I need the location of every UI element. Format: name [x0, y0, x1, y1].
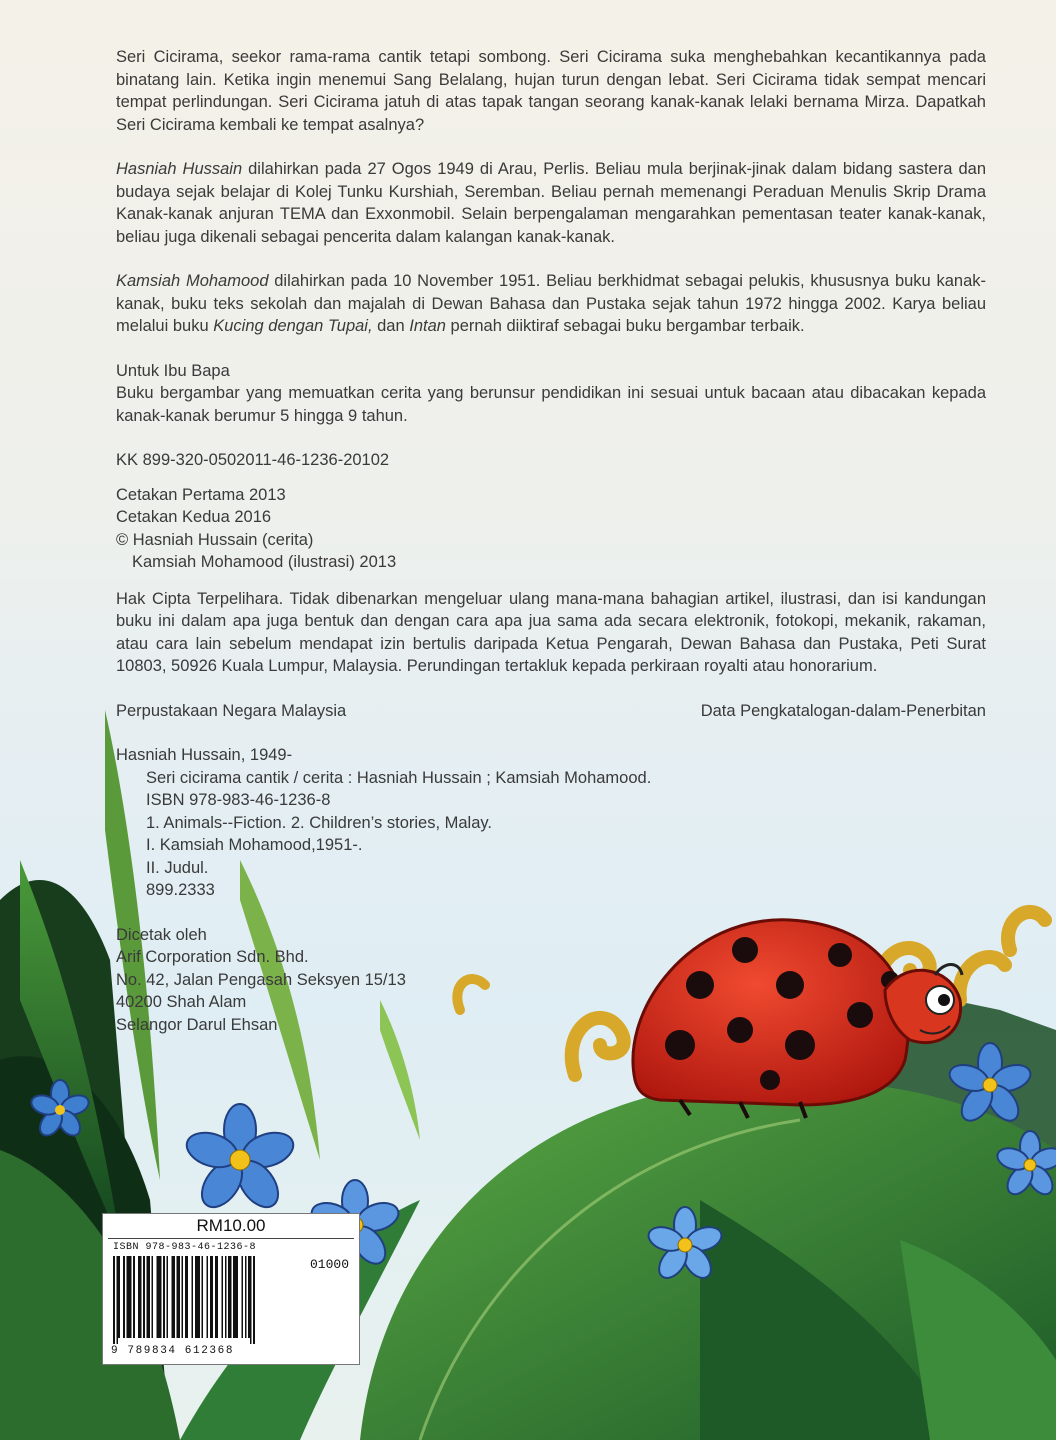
synopsis: Seri Cicirama, seekor rama-rama cantik tetapi sombong. Seri Cicirama suka menghebahkan kecantikannya pada binatang lain. Ketika ingin menemui Sang Belalang, hujan turun dengan lebat. Seri Cicirama tidak sempat mencari tempat perlindungan. Seri Cicirama jatuh di atas tapak tangan seorang kanak-kanak lelaki bernama Mirza. Dapatkah Seri Cicirama kembali ke tempat asalnya? — [116, 48, 986, 134]
library-name: Perpustakaan Negara Malaysia — [116, 701, 347, 720]
barcode-icon — [111, 1256, 281, 1344]
barcode-isbn: ISBN 978-983-46-1236-8 — [113, 1242, 257, 1253]
parents-heading: Untuk Ibu Bapa — [116, 361, 230, 380]
author-bio-text: dilahirkan pada 27 Ogos 1949 di Arau, Perlis. Beliau mula berjinak-jinak dalam bidang sastera dan budaya sejak belajar di Kolej Tunku Kurshiah, Seremban. Beliau pernah memenangi Peraduan Menulis Skrip Drama Kanak-kanak anjuran TEMA dan Exxonmobil. Selain berpengalaman mengarahkan pementasan teater kanak-kanak, beliau juga dikenali sebagai pencerita dalam kalangan kanak-kanak. — [116, 160, 986, 246]
price-code: 01000 — [309, 1257, 349, 1272]
catalog-details — [116, 767, 986, 902]
printer-heading: Dicetak oleh — [116, 925, 207, 944]
catalog-line: 1. Animals--Fiction. 2. Children’s stories, Malay. — [146, 813, 493, 832]
rights-notice: Hak Cipta Terpelihara. Tidak dibenarkan mengeluar ulang mana-mana bahagian artikel, ilustrasi, dan isi kandungan buku ini dalam apa juga bentuk dan dengan cara apa jua sama ada secara elektronik, fotokopi, mekanik, rakaman, atau cara lain sebelum mendapat izin bertulis daripada Ketua Pengarah, Dewan Bahasa dan Pustaka, Peti Surat 10803, 50926 Kuala Lumpur, Malaysia. Perundingan tertakluk kepada perkiraan royalti atau honorarium. — [116, 589, 986, 675]
printer-line: Selangor Darul Ehsan — [116, 1015, 278, 1034]
catalog-line: 899.2333 — [146, 881, 215, 899]
book-title-2: Intan — [409, 317, 446, 335]
author-name: Hasniah Hussain — [116, 160, 243, 178]
copyright-story: © Hasniah Hussain (cerita) — [116, 530, 314, 549]
back-cover-text — [116, 46, 986, 1036]
printer-line: No. 42, Jalan Pengasah Seksyen 15/13 — [116, 970, 406, 989]
price-tag: RM10.00 — [196, 1216, 266, 1235]
illustrator-bio: Kamsiah Mohamood dilahirkan pada 10 November 1951. Beliau berkhidmat sebagai pelukis, khususnya buku kanak-kanak, buku teks sekolah dan majalah di Dewan Bahasa dan Pustaka sejak tahun 1972 hingga 2002. Karya beliau melalui buku Kucing dengan Tupai, dan Intan pernah diiktiraf sebagai buku bergambar terbaik. — [116, 272, 987, 335]
ean-digits: 9 789834 612368 — [111, 1345, 235, 1357]
catalog-line: Seri cicirama cantik / cerita : Hasniah Hussain ; Kamsiah Mohamood. — [146, 768, 652, 787]
catalog-line: II. Judul. — [146, 858, 209, 877]
cip-label: Data Pengkatalogan-dalam-Penerbitan — [700, 701, 986, 720]
copyright-illustration: Kamsiah Mohamood (ilustrasi) 2013 — [132, 553, 397, 571]
book-title-1: Kucing dengan Tupai, — [213, 317, 373, 335]
catalog-entry: Hasniah Hussain, 1949- — [116, 746, 293, 764]
catalog-line: ISBN 978-983-46-1236-8 — [146, 791, 331, 809]
divider — [108, 1238, 354, 1239]
first-printing: Cetakan Pertama 2013 — [116, 485, 286, 504]
author-bio — [116, 158, 986, 248]
parents-note: Buku bergambar yang memuatkan cerita yang berunsur pendidikan ini sesuai untuk bacaan atau dibacakan kepada kanak-kanak berumur 5 hingga 9 tahun. — [116, 384, 986, 425]
printer-line: Arif Corporation Sdn. Bhd. — [116, 948, 309, 966]
printer-line: 40200 Shah Alam — [116, 993, 247, 1011]
illustrator-name: Kamsiah Mohamood — [116, 272, 269, 290]
barcode-label — [102, 1213, 360, 1365]
kk-number: KK 899-320-0502011-46-1236-20102 — [116, 451, 390, 469]
catalog-header — [116, 700, 986, 723]
catalog-line: I. Kamsiah Mohamood,1951-. — [146, 836, 363, 854]
second-printing: Cetakan Kedua 2016 — [116, 508, 272, 526]
